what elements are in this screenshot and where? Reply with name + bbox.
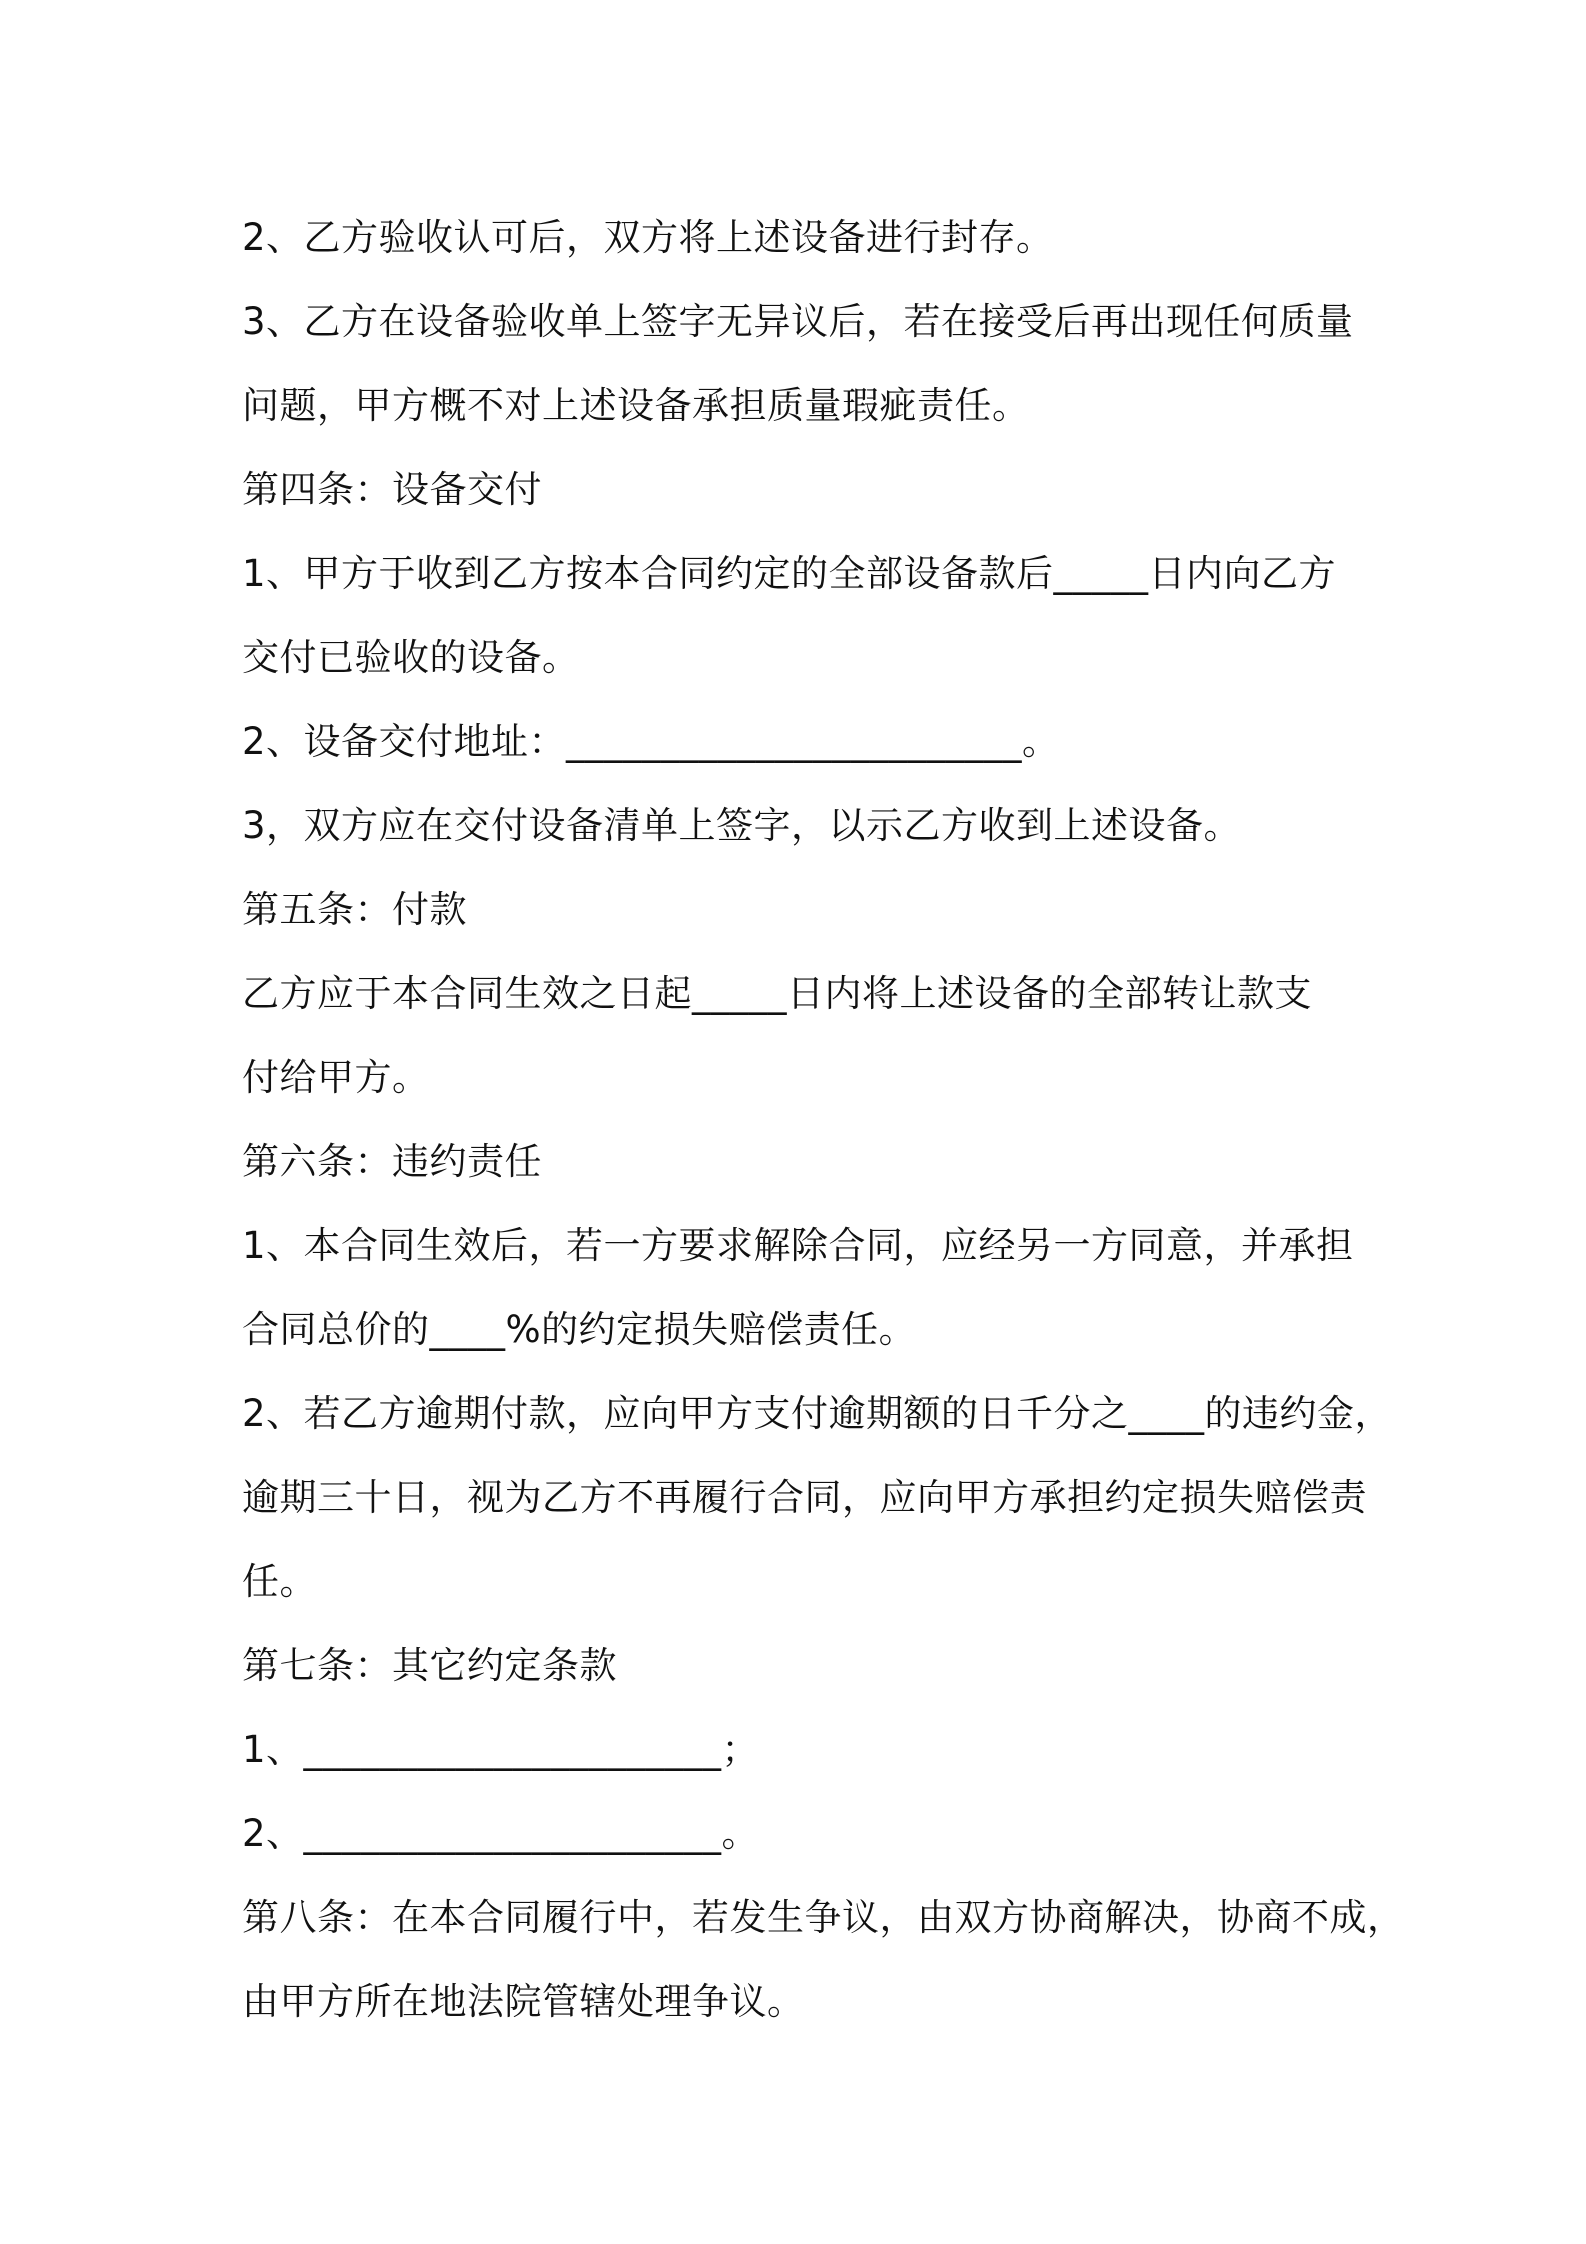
clause-7-item-1: 1、______________________；	[242, 1728, 760, 1771]
clause-5-heading: 第五条：付款	[242, 888, 467, 931]
clause-8-body: 第八条：在本合同履行中，若发生争议，由双方协商解决，协商不成，	[242, 1896, 1405, 1939]
clause-6-item-2: 2、若乙方逾期付款，应向甲方支付逾期额的日千分之____的违约金，	[242, 1392, 1393, 1435]
clause-6-item-1: 1、本合同生效后，若一方要求解除合同，应经另一方同意，并承担	[242, 1224, 1354, 1267]
document-body	[242, 196, 1405, 2044]
clause-4-item-3: 3，双方应在交付设备清单上签字，以示乙方收到上述设备。	[242, 804, 1242, 847]
clause-7-heading: 第七条：其它约定条款	[242, 1644, 617, 1687]
clause-8-body-cont: 由甲方所在地法院管辖处理争议。	[242, 1980, 805, 2023]
clause-6-item-1-cont: 合同总价的____%的约定损失赔偿责任。	[242, 1308, 917, 1351]
clause-6-item-2-end: 任。	[242, 1560, 317, 1603]
clause-4-item-2: 2、设备交付地址：________________________。	[242, 720, 1060, 763]
clause-4-heading: 第四条：设备交付	[242, 468, 542, 511]
clause-3-item-3-cont: 问题，甲方概不对上述设备承担质量瑕疵责任。	[242, 384, 1030, 427]
clause-4-item-1: 1、甲方于收到乙方按本合同约定的全部设备款后_____日内向乙方	[242, 552, 1337, 595]
clause-6-heading: 第六条：违约责任	[242, 1140, 542, 1183]
clause-6-item-2-cont: 逾期三十日，视为乙方不再履行合同，应向甲方承担约定损失赔偿责	[242, 1476, 1367, 1519]
clause-3-item-3: 3、乙方在设备验收单上签字无异议后，若在接受后再出现任何质量	[242, 300, 1354, 343]
clause-4-item-1-cont: 交付已验收的设备。	[242, 636, 580, 679]
clause-3-item-2: 2、乙方验收认可后，双方将上述设备进行封存。	[242, 216, 1054, 259]
clause-7-item-2: 2、______________________。	[242, 1812, 760, 1855]
clause-5-body: 乙方应于本合同生效之日起_____日内将上述设备的全部转让款支	[242, 972, 1312, 1015]
clause-5-body-cont: 付给甲方。	[242, 1056, 430, 1099]
